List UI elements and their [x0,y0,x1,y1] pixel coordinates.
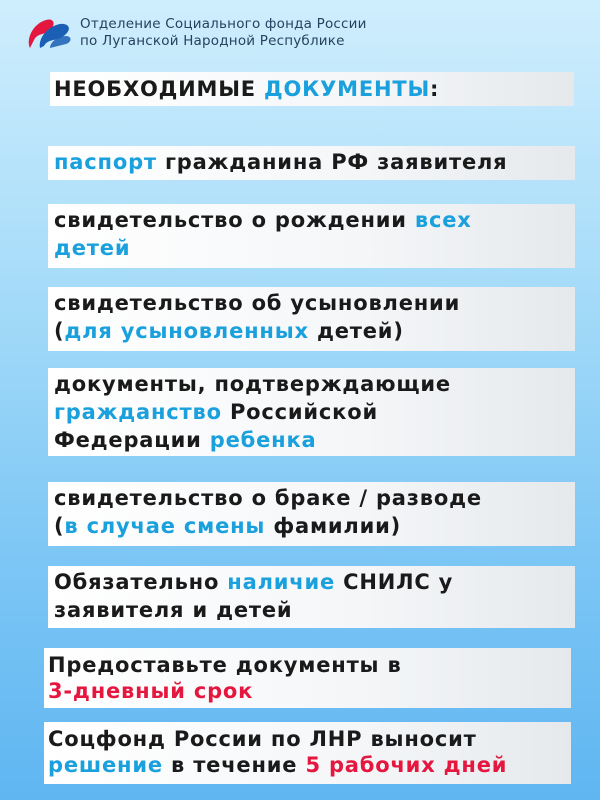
document-item-5: свидетельство о браке / разводе (в случае смены фамилии) [48,482,575,546]
document-item-1: паспорт гражданина РФ заявителя [48,146,575,180]
document-item-2: свидетельство о рождении всех детей [48,204,575,268]
document-item-3: свидетельство об усыновлении (для усыновленных детей) [48,287,575,351]
document-item-4: документы, подтверждающие гражданство Российской Федерации ребенка [48,368,575,456]
deadline-note: Предоставьте документы в 3-дневный срок [44,648,571,708]
organization-name [80,16,367,50]
org-line-2: по Луганской Народной Республике [80,33,345,49]
sfr-logo-icon [24,14,74,52]
org-line-1: Отделение Социального фонда России [80,16,367,32]
document-item-6: Обязательно наличие СНИЛС у заявителя и детей [48,566,575,628]
page-title: НЕОБХОДИМЫЕ ДОКУМЕНТЫ: [50,72,574,106]
header [24,14,367,52]
decision-note: Соцфонд России по ЛНР выносит решение в течение 5 рабочих дней [44,722,571,784]
